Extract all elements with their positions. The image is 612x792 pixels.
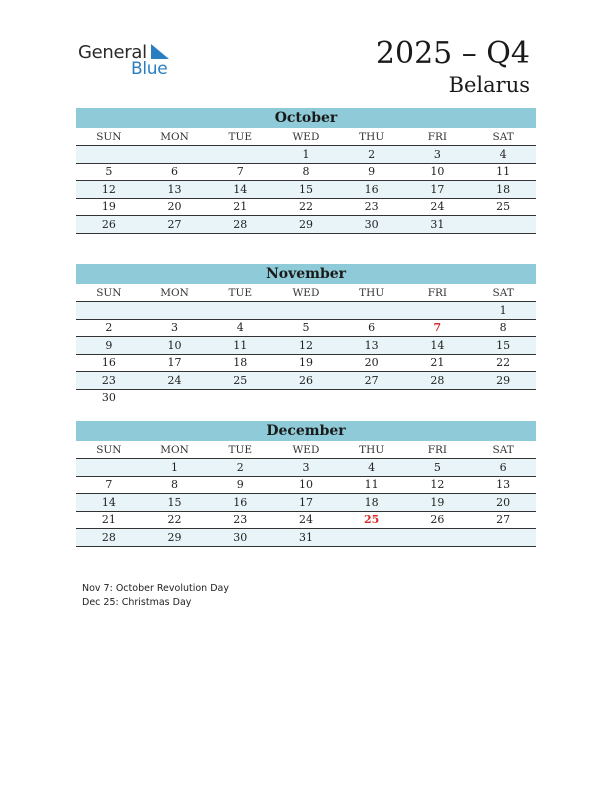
weekday-label: SAT (470, 284, 536, 302)
day-cell: 26 (273, 372, 339, 390)
month-october (76, 108, 536, 234)
day-cell: 16 (339, 181, 405, 199)
day-cell (142, 302, 208, 320)
day-cell: 30 (207, 529, 273, 547)
day-cell: 30 (339, 216, 405, 234)
week-row (76, 529, 536, 547)
day-cell: 14 (76, 494, 142, 512)
day-cell: 26 (405, 511, 471, 529)
logo-triangle-icon (148, 44, 170, 60)
day-cell: 16 (207, 494, 273, 512)
month-title: December (76, 421, 536, 441)
day-cell: 5 (405, 459, 471, 477)
day-cell: 25 (470, 198, 536, 216)
calendar-table (76, 128, 536, 234)
week-row (76, 459, 536, 477)
day-cell: 3 (142, 319, 208, 337)
day-cell: 4 (470, 146, 536, 164)
day-cell: 11 (470, 163, 536, 181)
day-cell (470, 529, 536, 547)
day-cell (76, 146, 142, 164)
day-cell (273, 302, 339, 320)
day-cell: 17 (273, 494, 339, 512)
day-cell: 22 (273, 198, 339, 216)
day-cell (207, 302, 273, 320)
weekday-label: WED (273, 128, 339, 146)
day-cell: 16 (76, 354, 142, 372)
day-cell: 15 (142, 494, 208, 512)
day-cell: 8 (273, 163, 339, 181)
day-cell: 14 (405, 337, 471, 355)
weekday-header-row (76, 128, 536, 146)
day-cell (339, 529, 405, 547)
day-cell (273, 389, 339, 406)
day-cell: 27 (142, 216, 208, 234)
day-cell: 7 (76, 476, 142, 494)
logo-text-blue: Blue (131, 59, 168, 79)
day-cell: 28 (207, 216, 273, 234)
holiday-note: Dec 25: Christmas Day (82, 597, 192, 608)
day-cell: 22 (142, 511, 208, 529)
day-cell (470, 216, 536, 234)
day-cell: 15 (273, 181, 339, 199)
week-row (76, 476, 536, 494)
day-cell: 19 (405, 494, 471, 512)
week-row (76, 372, 536, 390)
holiday-note: Nov 7: October Revolution Day (82, 583, 229, 594)
day-cell (405, 302, 471, 320)
calendar-table (76, 284, 536, 406)
day-cell: 1 (470, 302, 536, 320)
day-cell (207, 389, 273, 406)
weekday-label: TUE (207, 284, 273, 302)
day-cell (405, 529, 471, 547)
day-cell: 27 (339, 372, 405, 390)
day-cell (76, 302, 142, 320)
day-cell: 13 (339, 337, 405, 355)
day-cell: 20 (339, 354, 405, 372)
day-cell (470, 389, 536, 406)
weekday-label: WED (273, 441, 339, 459)
day-cell: 24 (273, 511, 339, 529)
day-cell: 28 (405, 372, 471, 390)
week-row (76, 302, 536, 320)
day-cell: 3 (405, 146, 471, 164)
holiday-notes (82, 582, 229, 610)
day-cell: 13 (142, 181, 208, 199)
day-cell: 20 (470, 494, 536, 512)
calendar-table (76, 441, 536, 547)
weekday-label: TUE (207, 441, 273, 459)
week-row (76, 511, 536, 529)
day-cell: 12 (273, 337, 339, 355)
day-cell: 18 (339, 494, 405, 512)
day-cell: 13 (470, 476, 536, 494)
day-cell: 27 (470, 511, 536, 529)
day-cell: 12 (405, 476, 471, 494)
day-cell: 17 (142, 354, 208, 372)
weekday-label: FRI (405, 284, 471, 302)
day-cell: 17 (405, 181, 471, 199)
day-cell: 24 (142, 372, 208, 390)
month-title: October (76, 108, 536, 128)
month-november (76, 264, 536, 406)
week-row (76, 319, 536, 337)
weekday-label: THU (339, 441, 405, 459)
logo (78, 42, 178, 78)
day-cell (207, 146, 273, 164)
day-cell: 5 (76, 163, 142, 181)
weekday-label: THU (339, 284, 405, 302)
day-cell: 7 (405, 319, 471, 337)
weekday-label: SUN (76, 441, 142, 459)
day-cell: 30 (101, 391, 116, 405)
day-cell: 28 (76, 529, 142, 547)
day-cell (142, 146, 208, 164)
day-cell: 8 (470, 319, 536, 337)
weekday-label: WED (273, 284, 339, 302)
day-cell (142, 389, 208, 406)
day-cell: 18 (207, 354, 273, 372)
day-cell (76, 459, 142, 477)
day-cell: 1 (142, 459, 208, 477)
page-title: 2025 – Q4 (375, 36, 530, 71)
weekday-label: MON (142, 128, 208, 146)
day-cell: 29 (470, 372, 536, 390)
day-cell: 10 (273, 476, 339, 494)
weekday-label: SUN (76, 284, 142, 302)
month-december (76, 421, 536, 547)
day-cell: 12 (76, 181, 142, 199)
day-cell: 6 (339, 319, 405, 337)
day-cell: 6 (470, 459, 536, 477)
day-cell: 14 (207, 181, 273, 199)
day-cell (339, 302, 405, 320)
day-cell: 25 (339, 511, 405, 529)
week-row (76, 354, 536, 372)
day-cell: 23 (207, 511, 273, 529)
weekday-label: MON (142, 284, 208, 302)
day-cell: 21 (405, 354, 471, 372)
day-cell: 29 (142, 529, 208, 547)
week-row (76, 198, 536, 216)
week-row (76, 494, 536, 512)
weekday-label: MON (142, 441, 208, 459)
day-cell: 25 (207, 372, 273, 390)
day-cell: 9 (76, 337, 142, 355)
day-cell: 26 (76, 216, 142, 234)
weekday-label: SAT (470, 441, 536, 459)
day-cell: 7 (207, 163, 273, 181)
weekday-label: SAT (470, 128, 536, 146)
day-cell: 31 (405, 216, 471, 234)
week-row (76, 337, 536, 355)
day-cell: 9 (339, 163, 405, 181)
day-cell: 24 (405, 198, 471, 216)
day-cell: 5 (273, 319, 339, 337)
day-cell: 29 (273, 216, 339, 234)
weekday-label: SUN (76, 128, 142, 146)
day-cell (339, 389, 405, 406)
day-cell: 18 (470, 181, 536, 199)
day-cell: 1 (273, 146, 339, 164)
day-cell: 9 (207, 476, 273, 494)
day-cell: 2 (339, 146, 405, 164)
day-cell: 2 (76, 319, 142, 337)
day-cell: 8 (142, 476, 208, 494)
day-cell: 23 (339, 198, 405, 216)
day-cell: 2 (207, 459, 273, 477)
day-cell: 21 (76, 511, 142, 529)
day-cell: 19 (76, 198, 142, 216)
week-row (76, 181, 536, 199)
weekday-label: THU (339, 128, 405, 146)
day-cell: 11 (339, 476, 405, 494)
logo-text-general: General (78, 42, 147, 63)
day-cell (405, 389, 471, 406)
country-name: Belarus (448, 73, 530, 97)
day-cell: 23 (76, 372, 142, 390)
week-row (76, 389, 536, 406)
weekday-label: FRI (405, 128, 471, 146)
week-row (76, 163, 536, 181)
weekday-label: FRI (405, 441, 471, 459)
day-cell: 19 (273, 354, 339, 372)
weekday-header-row (76, 284, 536, 302)
day-cell: 11 (207, 337, 273, 355)
week-row (76, 146, 536, 164)
day-cell: 3 (273, 459, 339, 477)
week-row (76, 216, 536, 234)
day-cell: 22 (470, 354, 536, 372)
day-cell: 31 (273, 529, 339, 547)
day-cell: 4 (207, 319, 273, 337)
weekday-header-row (76, 441, 536, 459)
month-title: November (76, 264, 536, 284)
day-cell: 10 (142, 337, 208, 355)
day-cell: 4 (339, 459, 405, 477)
day-cell: 6 (142, 163, 208, 181)
day-cell: 20 (142, 198, 208, 216)
day-cell: 15 (470, 337, 536, 355)
weekday-label: TUE (207, 128, 273, 146)
day-cell: 10 (405, 163, 471, 181)
day-cell: 21 (207, 198, 273, 216)
